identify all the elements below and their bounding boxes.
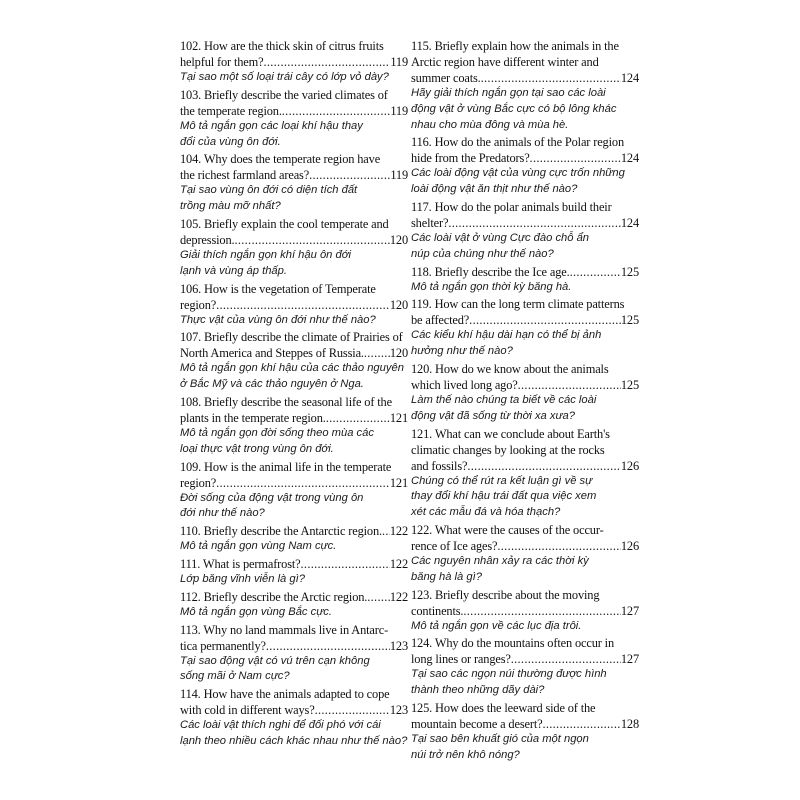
question-number: 105. <box>180 216 202 231</box>
question-text: Why no land mammals live in Antarc- <box>203 622 389 637</box>
toc-entry <box>411 700 639 764</box>
toc-entry <box>180 622 408 686</box>
question-text: mountain become a desert? <box>411 716 543 731</box>
translation-line: Đời sống của động vật trong vùng ôn <box>180 491 364 504</box>
question-line <box>411 635 639 651</box>
question-number: 112. <box>180 589 201 604</box>
question-number: 109. <box>180 459 202 474</box>
question-vietnamese <box>180 248 408 280</box>
question-vietnamese <box>411 280 639 296</box>
question-number: 114. <box>180 687 201 702</box>
leader-dots <box>309 167 390 183</box>
translation-line: Thực vật của vùng ôn đới như thế nào? <box>180 313 376 326</box>
question-line <box>180 167 408 183</box>
page-number: 123 <box>389 638 408 653</box>
question-line <box>180 38 408 54</box>
leader-dots <box>481 70 621 86</box>
toc-right-column <box>411 38 639 765</box>
question-line <box>180 638 408 654</box>
question-line <box>180 329 408 345</box>
translation-line: lạnh theo nhiều cách khác nhau như thế nào? <box>180 734 408 747</box>
question-line <box>411 442 639 458</box>
question-line <box>180 394 408 410</box>
question-text: How have the animals adapted to cope <box>203 687 390 702</box>
question-text: and fossils? <box>411 458 468 473</box>
page-number: 124 <box>620 151 639 166</box>
toc-entry <box>180 394 408 458</box>
page-number: 120 <box>389 346 408 361</box>
toc-entry <box>411 38 639 133</box>
question-number: 122. <box>411 522 433 537</box>
question-text: Briefly describe the seasonal life of the <box>204 394 392 409</box>
translation-line: Mô tả ngắn gọn các loại khí hậu thay <box>180 119 363 132</box>
translation-line: Giải thích ngắn gọn khí hậu ôn đới <box>180 248 351 261</box>
question-number: 107. <box>180 330 202 345</box>
question-vietnamese <box>411 328 639 360</box>
question-text: region? <box>180 297 217 312</box>
translation-line: Mô tả ngắn gọn vùng Bắc cực. <box>180 605 332 618</box>
question-line <box>411 70 639 86</box>
question-line <box>411 134 639 150</box>
page-number: 125 <box>620 377 639 392</box>
question-vietnamese <box>180 572 408 588</box>
question-line <box>180 523 408 539</box>
question-english <box>411 635 639 667</box>
question-text: Briefly describe the Ice age. <box>434 264 570 279</box>
question-number: 115. <box>411 39 432 53</box>
question-vietnamese <box>180 654 408 686</box>
question-text: Briefly describe the climate of Prairies of <box>204 330 403 345</box>
question-english <box>411 264 639 280</box>
question-text: depression. <box>180 232 235 247</box>
translation-line: loại thực vật trong vùng ôn đới. <box>180 442 334 455</box>
toc-entry <box>180 523 408 555</box>
page-number: 127 <box>620 603 639 618</box>
leader-dots <box>467 458 620 474</box>
question-line <box>180 686 408 702</box>
question-text: Briefly describe about the moving <box>435 587 600 602</box>
question-line <box>180 151 408 167</box>
translation-line: Các loài động vật của vùng cực trốn những <box>411 167 625 180</box>
question-number: 124. <box>411 636 433 651</box>
toc-entry <box>411 587 639 635</box>
question-vietnamese <box>411 554 639 586</box>
question-line <box>411 458 639 474</box>
question-line <box>180 216 408 232</box>
question-line <box>180 410 408 426</box>
toc-entry <box>180 216 408 280</box>
question-text: be affected? <box>411 313 470 328</box>
question-number: 103. <box>180 87 202 102</box>
question-number: 110. <box>180 524 201 539</box>
translation-line: Các loài vật ở vùng Cực đào chỗ ẩn <box>411 231 590 244</box>
question-line <box>411 426 639 442</box>
translation-line: Hãy giải thích ngắn gọn tại sao các loài <box>411 87 606 99</box>
question-english <box>180 216 408 248</box>
question-text: long lines or ranges? <box>411 652 511 667</box>
question-english <box>180 151 408 183</box>
question-text: Why do the mountains often occur in <box>434 636 615 651</box>
translation-line: núi trở nên khô nóng? <box>411 748 520 761</box>
toc-entry <box>411 199 639 263</box>
question-english <box>180 622 408 654</box>
question-line <box>411 361 639 377</box>
translation-line: Tại sao động vật có vú trên cạn không <box>180 654 370 667</box>
question-text: region? <box>180 475 217 490</box>
question-number: 119. <box>411 297 432 312</box>
question-line <box>180 281 408 297</box>
question-text: Briefly explain how the animals in the <box>434 39 619 53</box>
toc-left-column <box>180 38 408 751</box>
question-english <box>411 700 639 732</box>
leader-dots <box>216 475 390 491</box>
question-line <box>411 54 639 70</box>
translation-line: Mô tả ngắn gọn vùng Nam cực. <box>180 540 337 553</box>
question-number: 118. <box>411 264 432 279</box>
page-number: 121 <box>389 475 408 490</box>
question-text: How do the polar animals build their <box>434 199 612 214</box>
toc-entry <box>411 296 639 360</box>
toc-entry <box>180 281 408 329</box>
leader-dots <box>570 264 621 280</box>
question-number: 104. <box>180 152 202 167</box>
question-english <box>180 556 408 572</box>
translation-line: Mô tả ngắn gọn khí hậu của các thảo nguyên <box>180 362 404 375</box>
translation-line: lạnh và vùng áp thấp. <box>180 264 287 277</box>
leader-dots <box>315 702 390 718</box>
question-text: tica permanently? <box>180 638 266 653</box>
translation-line: Tại sao bên khuất gió của một ngọn <box>411 732 589 745</box>
page-number: 124 <box>620 215 639 230</box>
question-text: How can the long term climate patterns <box>434 297 625 312</box>
question-vietnamese <box>180 718 408 750</box>
toc-entry <box>180 38 408 86</box>
question-text: What is permafrost? <box>202 556 301 571</box>
leader-dots <box>463 603 620 619</box>
question-number: 121. <box>411 426 433 441</box>
leader-dots <box>542 716 620 732</box>
question-vietnamese <box>180 491 408 523</box>
question-text: What were the causes of the occur- <box>434 522 604 537</box>
translation-line: băng hà là gì? <box>411 570 482 583</box>
question-english <box>411 199 639 231</box>
translation-line: Mô tả ngắn gọn về các lục địa trôi. <box>411 619 582 632</box>
question-english <box>411 522 639 554</box>
question-english <box>411 134 639 166</box>
question-english <box>411 361 639 393</box>
toc-entry <box>180 589 408 621</box>
page-number: 122 <box>389 524 408 539</box>
question-vietnamese <box>411 619 639 635</box>
question-line <box>411 312 639 328</box>
leader-dots <box>367 589 390 605</box>
question-line <box>411 603 639 619</box>
leader-dots <box>530 150 621 166</box>
leader-dots <box>382 523 390 539</box>
question-line <box>411 716 639 732</box>
leader-dots <box>511 651 621 667</box>
question-text: Briefly describe the Antarctic region. <box>203 524 382 539</box>
translation-line: thay đổi khí hậu trái đất qua việc xem <box>411 490 597 503</box>
question-number: 108. <box>180 394 202 409</box>
question-number: 111. <box>180 556 201 571</box>
page-number: 125 <box>620 313 639 328</box>
question-text: which lived long ago? <box>411 377 518 392</box>
leader-dots <box>518 377 621 393</box>
toc-entry <box>180 151 408 215</box>
leader-dots <box>364 345 390 361</box>
question-vietnamese <box>411 166 639 198</box>
translation-line: loài động vật ăn thịt như thế nào? <box>411 183 578 196</box>
question-english <box>180 38 408 70</box>
question-line <box>411 264 639 280</box>
question-english <box>180 686 408 718</box>
toc-entry <box>411 361 639 425</box>
question-number: 113. <box>180 622 201 637</box>
question-english <box>180 87 408 119</box>
question-text: summer coats. <box>411 71 481 85</box>
question-vietnamese <box>180 361 408 393</box>
question-line <box>180 459 408 475</box>
page-number: 122 <box>389 556 408 571</box>
page-number: 120 <box>389 297 408 312</box>
leader-dots <box>263 54 390 70</box>
page-number: 119 <box>390 55 408 69</box>
question-head <box>180 589 367 605</box>
toc-entry <box>180 459 408 523</box>
question-text: What can we conclude about Earth's <box>434 426 610 441</box>
question-vietnamese <box>411 667 639 699</box>
question-english <box>411 38 639 86</box>
question-vietnamese <box>180 183 408 215</box>
question-vietnamese <box>411 474 639 521</box>
question-english <box>411 587 639 619</box>
question-vietnamese <box>180 70 408 86</box>
page-number: 126 <box>620 458 639 473</box>
translation-line: trồng màu mỡ nhất? <box>180 200 281 213</box>
question-text: the temperate region. <box>180 103 282 118</box>
question-text: How is the vegetation of Temperate <box>204 281 376 296</box>
question-line <box>411 377 639 393</box>
translation-line: thành theo những dãy dài? <box>411 684 545 697</box>
toc-entry <box>411 134 639 198</box>
question-line <box>180 54 408 70</box>
question-line <box>180 475 408 491</box>
question-text: How are the thick skin of citrus fruits <box>204 39 384 53</box>
question-number: 120. <box>411 361 433 376</box>
page-number: 127 <box>620 652 639 667</box>
question-vietnamese <box>180 539 408 555</box>
question-vietnamese <box>180 313 408 329</box>
leader-dots <box>234 232 389 248</box>
question-line <box>411 296 639 312</box>
translation-line: đổi của vùng ôn đới. <box>180 135 281 148</box>
leader-dots <box>497 538 620 554</box>
question-text: How do we know about the animals <box>435 361 609 376</box>
question-text: Why does the temperate region have <box>203 152 381 167</box>
question-english <box>180 589 408 605</box>
question-line <box>180 103 408 119</box>
question-line <box>411 522 639 538</box>
toc-entry <box>411 426 639 521</box>
question-line <box>411 38 639 54</box>
question-number: 106. <box>180 281 202 296</box>
translation-line: xét các mẫu đá và hóa thạch? <box>411 506 561 519</box>
translation-line: Các loài vật thích nghi để đối phó với cái <box>180 719 381 732</box>
page-number: 121 <box>389 410 408 425</box>
question-line <box>180 232 408 248</box>
question-vietnamese <box>411 86 639 133</box>
translation-line: ở Bắc Mỹ và các thảo nguyên ở Nga. <box>180 378 364 391</box>
leader-dots <box>469 312 621 328</box>
question-english <box>180 523 408 539</box>
page-number: 119 <box>390 168 408 183</box>
question-line <box>411 538 639 554</box>
translation-line: Làm thế nào chúng ta biết về các loài <box>411 393 597 406</box>
translation-line: động vật ở vùng Bắc cực có bộ lông khác <box>411 102 617 115</box>
question-english <box>180 459 408 491</box>
translation-line: Các nguyên nhân xảy ra các thời kỳ <box>411 554 589 567</box>
question-text: How does the leeward side of the <box>435 700 596 715</box>
question-line <box>411 199 639 215</box>
translation-line: Các kiểu khí hậu dài hạn có thể bị ảnh <box>411 329 602 342</box>
question-text: Arctic region have different winter and <box>411 55 599 69</box>
question-text: Briefly describe the Arctic region. <box>203 589 368 604</box>
translation-line: sống mãi ở Nam cực? <box>180 670 290 683</box>
translation-line: Mô tả ngắn gọn đời sống theo mùa các <box>180 426 374 439</box>
question-head <box>411 264 570 280</box>
question-text: Briefly explain the cool temperate and <box>204 216 389 231</box>
page-number: 122 <box>389 589 408 604</box>
toc-entry <box>411 264 639 296</box>
page-number: 123 <box>389 703 408 718</box>
question-line <box>180 345 408 361</box>
question-english <box>180 281 408 313</box>
question-line <box>180 702 408 718</box>
question-english <box>180 394 408 426</box>
question-number: 102. <box>180 39 202 53</box>
question-vietnamese <box>411 732 639 764</box>
question-text: with cold in different ways? <box>180 703 315 718</box>
question-text: continents. <box>411 603 464 618</box>
translation-line: Tại sao vùng ôn đới có diện tích đất <box>180 184 358 197</box>
question-vietnamese <box>180 426 408 458</box>
question-line <box>411 150 639 166</box>
page-number: 128 <box>620 716 639 731</box>
leader-dots <box>326 410 390 426</box>
question-english <box>411 296 639 328</box>
leader-dots <box>448 215 621 231</box>
translation-line: Mô tả ngắn gọn thời kỳ băng hà. <box>411 280 572 293</box>
translation-line: Chúng có thể rút ra kết luận gì về sự <box>411 474 593 487</box>
question-text: How do the animals of the Polar region <box>434 135 624 150</box>
translation-line: đới như thế nào? <box>180 507 265 520</box>
question-line <box>180 556 408 572</box>
page-number: 126 <box>620 538 639 553</box>
translation-line: Tại sao một số loại trái cây có lớp vỏ dày? <box>180 71 389 83</box>
toc-entry <box>180 686 408 750</box>
question-vietnamese <box>180 119 408 151</box>
translation-line: động vật đã sống từ thời xa xưa? <box>411 409 575 422</box>
question-vietnamese <box>411 231 639 263</box>
question-text: rence of Ice ages? <box>411 538 498 553</box>
question-text: hide from the Predators? <box>411 151 530 166</box>
translation-line: Lớp băng vĩnh viễn là gì? <box>180 572 305 585</box>
question-text: shelter? <box>411 215 449 230</box>
page-number: 119 <box>390 103 408 118</box>
question-text: How is the animal life in the temperate <box>204 459 392 474</box>
translation-line: Tại sao các ngọn núi thường được hình <box>411 668 607 681</box>
question-line <box>411 215 639 231</box>
page-number: 125 <box>620 264 639 279</box>
leader-dots <box>266 638 390 654</box>
toc-entry <box>180 329 408 393</box>
question-text: helpful for them? <box>180 55 264 69</box>
leader-dots <box>282 103 391 119</box>
translation-line: hưởng như thế nào? <box>411 345 513 358</box>
translation-line: nhau cho mùa đông và mùa hè. <box>411 118 569 131</box>
question-text: North America and Steppes of Russia. <box>180 346 364 361</box>
page-number: 120 <box>389 232 408 247</box>
question-line <box>180 589 408 605</box>
translation-line: núp của chúng như thế nào? <box>411 247 554 260</box>
question-head <box>180 556 301 572</box>
toc-entry <box>411 635 639 699</box>
question-number: 125. <box>411 700 433 715</box>
question-number: 117. <box>411 199 432 214</box>
question-vietnamese <box>180 605 408 621</box>
question-text: plants in the temperate region. <box>180 410 326 425</box>
question-line <box>180 87 408 103</box>
question-text: Briefly describe the varied climates of <box>204 87 388 102</box>
question-line <box>411 587 639 603</box>
question-vietnamese <box>411 393 639 425</box>
page-number: 124 <box>620 71 639 85</box>
question-line <box>180 297 408 313</box>
question-line <box>411 651 639 667</box>
leader-dots <box>301 556 390 572</box>
question-line <box>411 700 639 716</box>
toc-entry <box>411 522 639 586</box>
question-head <box>180 523 382 539</box>
question-number: 123. <box>411 587 433 602</box>
question-text: the richest farmland areas? <box>180 168 310 183</box>
question-english <box>411 426 639 474</box>
question-text: climatic changes by looking at the rocks <box>411 442 605 457</box>
question-number: 116. <box>411 135 432 150</box>
question-english <box>180 329 408 361</box>
toc-entry <box>180 87 408 151</box>
toc-entry <box>180 556 408 588</box>
question-line <box>180 622 408 638</box>
leader-dots <box>216 297 390 313</box>
